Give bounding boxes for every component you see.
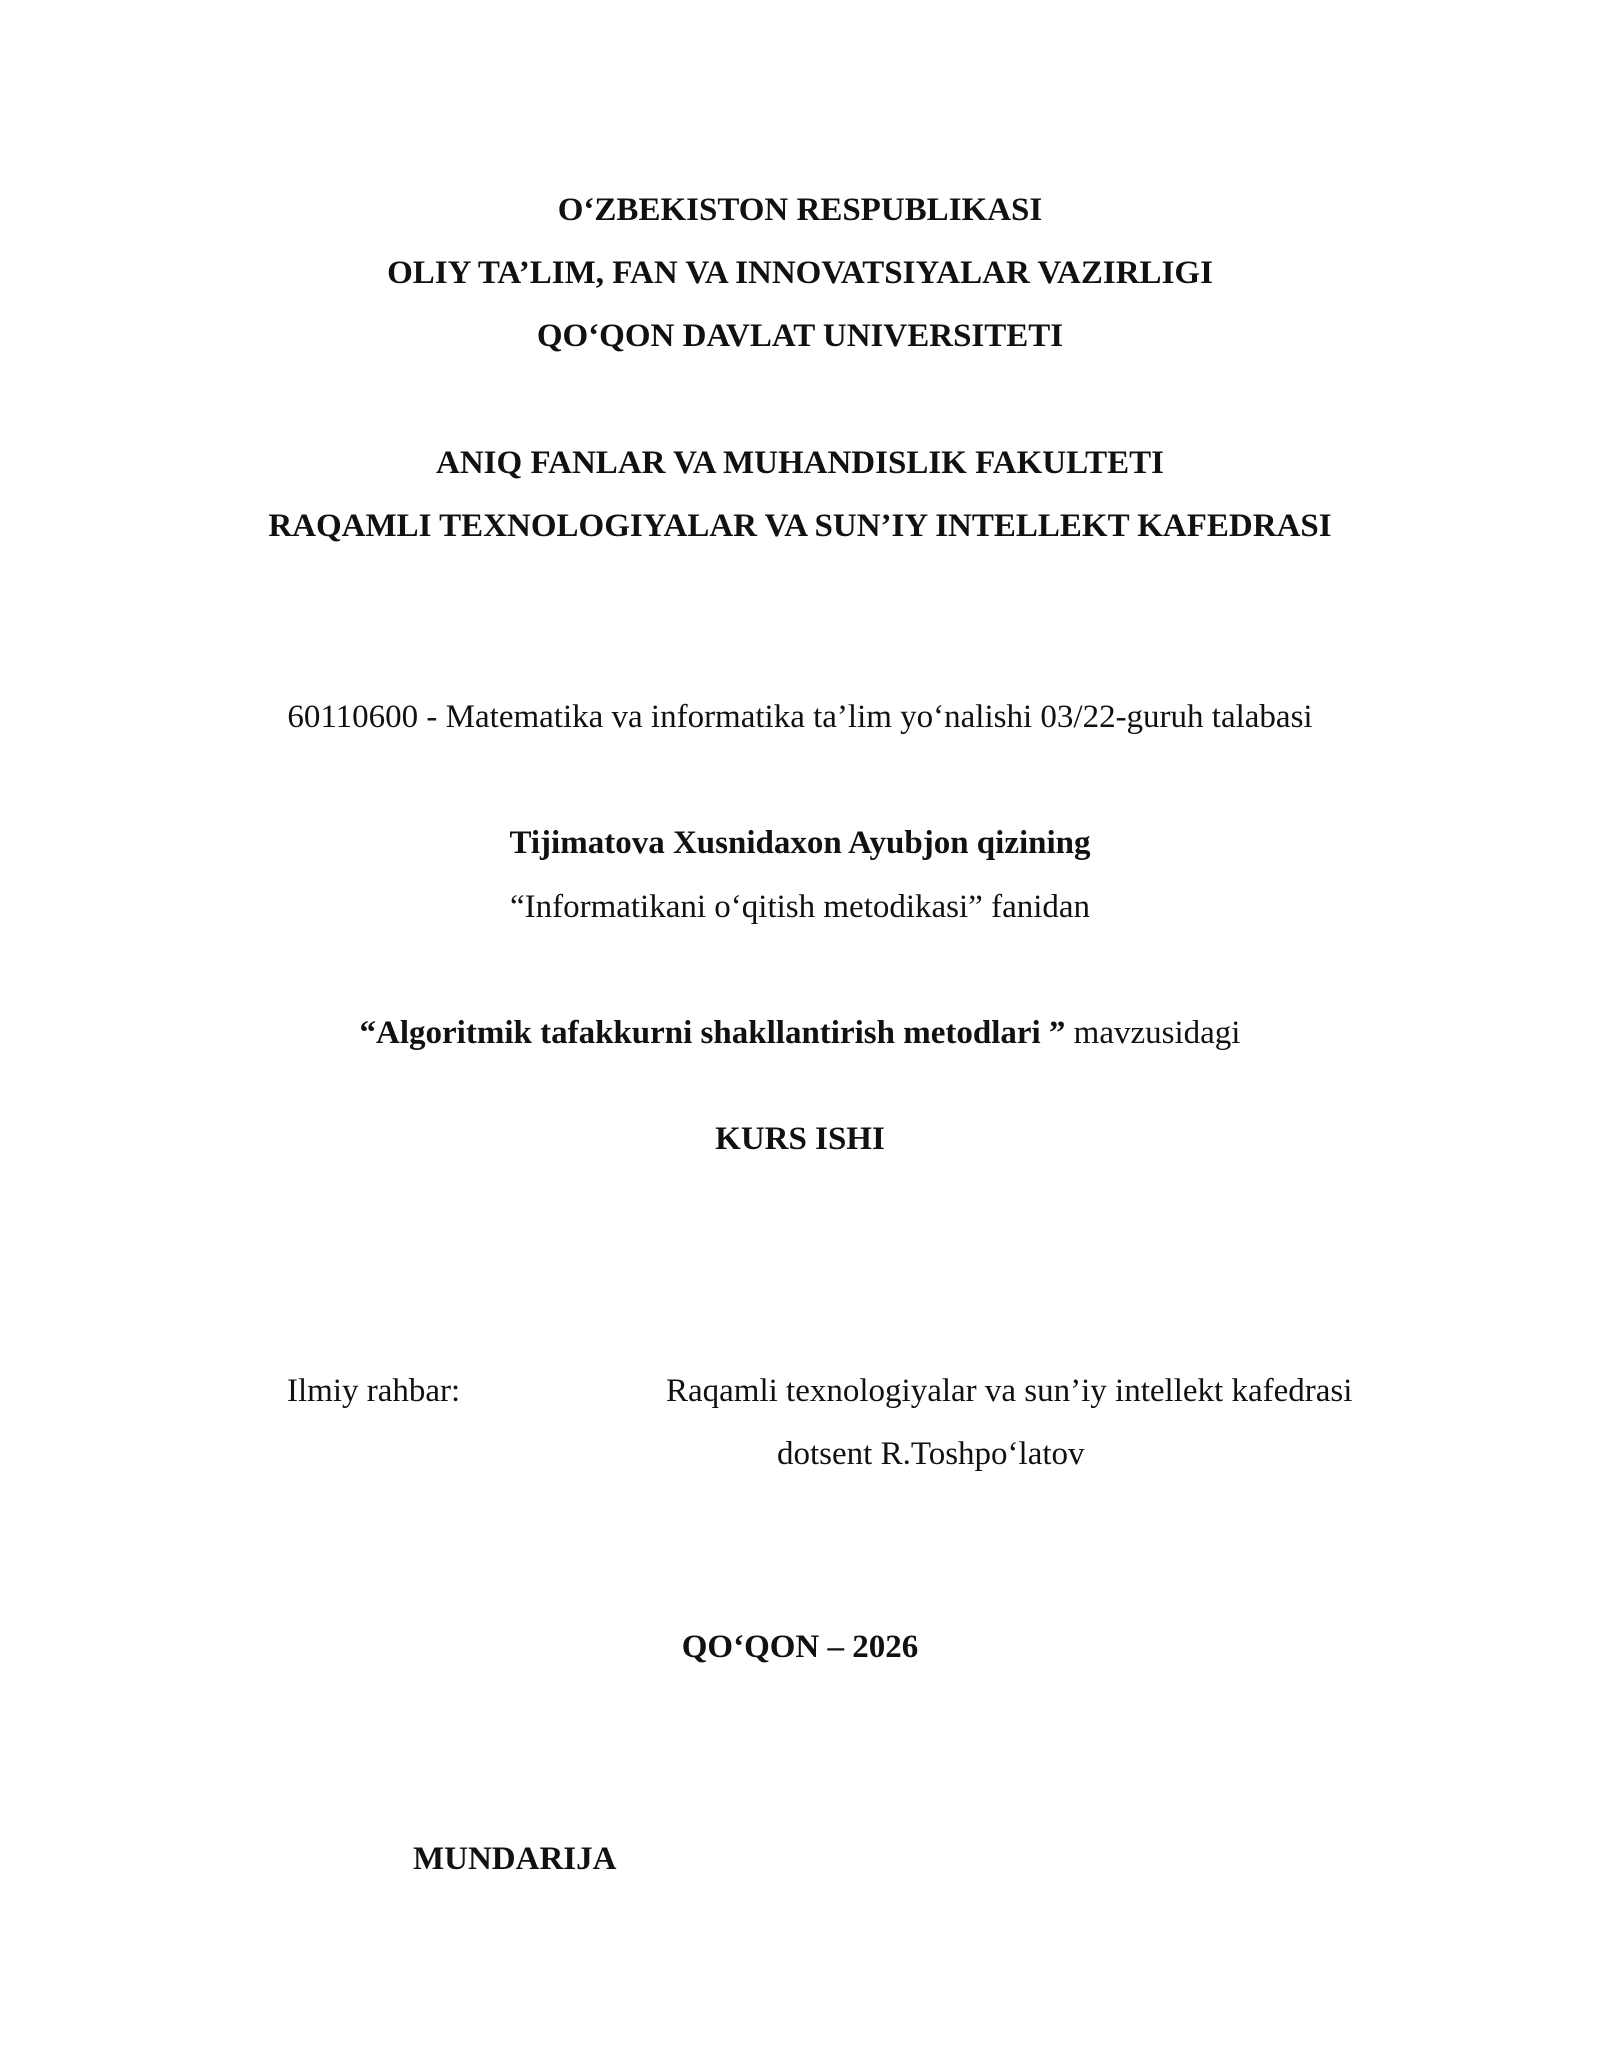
supervisor-name: dotsent R.Toshpo‘latov [777,1436,1085,1472]
supervisor-department: Raqamli texnologiyalar va sun’iy intellekt kafedrasi [666,1373,1353,1409]
faculty-heading: ANIQ FANLAR VA MUHANDISLIK FAKULTETI [436,445,1164,481]
subject-line: “Informatikani o‘qitish metodikasi” fanidan [509,889,1091,925]
topic-line [0,1013,1600,1053]
place-year: QO‘QON – 2026 [681,1629,919,1665]
department-heading: RAQAMLI TEXNOLOGIYALAR VA SUN’IY INTELLEKT KAFEDRASI [268,508,1332,544]
program-line: 60110600 - Matematika va informatika ta’lim yo‘nalishi 03/22-guruh talabasi [287,699,1313,735]
work-type: KURS ISHI [715,1121,885,1157]
student-name: Tijimatova Xusnidaxon Ayubjon qizining [509,825,1091,861]
supervisor-label: Ilmiy rahbar: [287,1373,461,1409]
topic-suffix: mavzusidagi [1065,1015,1241,1051]
contents-heading: MUNDARIJA [413,1841,617,1877]
country-heading: O‘ZBEKISTON RESPUBLIKASI [557,192,1043,228]
ministry-heading: OLIY TA’LIM, FAN VA INNOVATSIYALAR VAZIRLIGI [387,255,1213,291]
topic-title: “Algoritmik tafakkurni shakllantirish metodlari ” [359,1015,1066,1051]
university-heading: QO‘QON DAVLAT UNIVERSITETI [536,318,1064,354]
